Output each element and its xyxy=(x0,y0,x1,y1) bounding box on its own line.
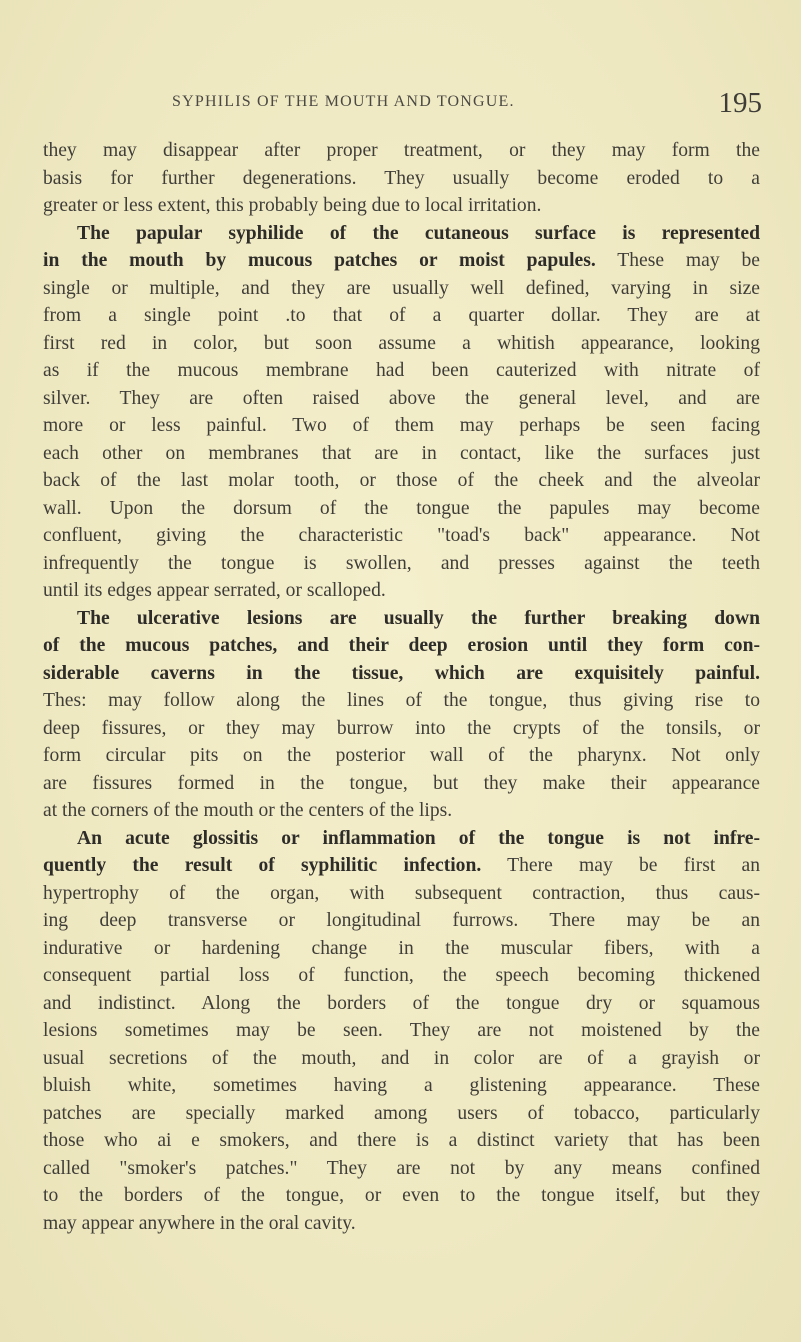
line-text: greater or less extent, this probably being due to local irritation. xyxy=(43,195,542,216)
text-line xyxy=(43,632,760,660)
line-text: single or multiple, and they are usually well defined, varying in size xyxy=(43,277,760,299)
text-line xyxy=(43,770,760,798)
text-line xyxy=(43,275,760,303)
line-text: more or less painful. Two of them may perhaps be seen facing xyxy=(43,415,760,436)
line-text: confluent, giving the characteristic "toad's back" appearance. Not xyxy=(43,525,760,546)
text-line xyxy=(43,1100,760,1128)
line-text: indurative or hardening change in the muscular fibers, with a xyxy=(43,937,760,959)
line-text: at the corners of the mouth or the centers of the lips. xyxy=(43,800,453,821)
text-line xyxy=(43,412,760,440)
text-line xyxy=(43,550,760,578)
text-line xyxy=(43,440,760,468)
text-line xyxy=(43,1127,760,1155)
line-text: from a single point .to that of a quarter dollar. They are at xyxy=(43,305,760,326)
line-text: consequent partial loss of function, the speech becoming thickened xyxy=(43,965,760,986)
line-text: until its edges appear serrated, or scalloped. xyxy=(43,580,386,601)
text-line xyxy=(43,330,760,358)
bold-lead-text: The ulcerative lesions are usually the further breaking down xyxy=(77,607,760,629)
text-line xyxy=(43,1045,760,1073)
text-line xyxy=(43,467,760,495)
text-line xyxy=(43,1017,760,1045)
text-line xyxy=(43,165,760,193)
line-text: are fissures formed in the tongue, but they make their appearance xyxy=(43,772,760,794)
line-text: wall. Upon the dorsum of the tongue the papules may become xyxy=(43,497,760,519)
text-line xyxy=(43,302,760,330)
running-head-title: SYPHILIS OF THE MOUTH AND TONGUE. xyxy=(172,93,515,110)
line-text: usual secretions of the mouth, and in color are of a grayish or xyxy=(43,1047,760,1069)
line-text: lesions sometimes may be seen. They are not moistened by the xyxy=(43,1020,760,1041)
text-line xyxy=(43,1182,760,1210)
bold-lead-text: of the mucous patches, and their deep erosion until they form con- xyxy=(43,635,760,656)
text-line xyxy=(43,825,760,853)
text-line xyxy=(43,1210,760,1238)
line-text: may appear anywhere in the oral cavity. xyxy=(43,1212,356,1234)
text-line xyxy=(43,495,760,523)
running-head xyxy=(42,87,762,133)
line-text: as if the mucous membrane had been cauterized with nitrate of xyxy=(43,360,760,381)
body-text xyxy=(43,137,760,1237)
text-line xyxy=(43,907,760,935)
text-line xyxy=(43,137,760,165)
line-text: basis for further degenerations. They usually become eroded to a xyxy=(43,167,760,189)
bold-lead-text: The papular syphilide of the cutaneous surface is represented xyxy=(77,222,760,244)
line-text: These may be xyxy=(595,250,760,271)
text-line xyxy=(43,852,760,880)
text-line xyxy=(43,247,760,275)
bold-lead-text: in the mouth by mucous patches or moist papules. xyxy=(43,250,596,271)
text-line xyxy=(43,715,760,743)
line-text: each other on membranes that are in contact, like the surfaces just xyxy=(43,442,760,464)
text-line xyxy=(43,577,760,605)
line-text: Thes: may follow along the lines of the tongue, thus giving rise to xyxy=(43,690,760,711)
text-line xyxy=(43,962,760,990)
page-number: 195 xyxy=(718,87,762,119)
bold-lead-text: An acute glossitis or inflammation of the tongue is not infre- xyxy=(77,827,760,849)
text-line xyxy=(43,797,760,825)
bold-lead-text: quently the result of syphilitic infection. xyxy=(43,855,482,876)
text-line xyxy=(43,1155,760,1183)
line-text: bluish white, sometimes having a glistening appearance. These xyxy=(43,1075,760,1096)
line-text: they may disappear after proper treatment, or they may form the xyxy=(43,140,760,161)
line-text: first red in color, but soon assume a whitish appearance, looking xyxy=(43,332,760,354)
text-line xyxy=(43,742,760,770)
line-text: to the borders of the tongue, or even to the tongue itself, but they xyxy=(43,1185,760,1206)
text-line xyxy=(43,990,760,1018)
line-text: ing deep transverse or longitudinal furrows. There may be an xyxy=(43,910,760,931)
line-text: silver. They are often raised above the general level, and are xyxy=(43,387,760,409)
line-text: called "smoker's patches." They are not by any means confined xyxy=(43,1157,760,1179)
text-line xyxy=(43,660,760,688)
line-text: There may be first an xyxy=(481,855,761,876)
line-text: form circular pits on the posterior wall of the pharynx. Not only xyxy=(43,745,760,766)
text-line xyxy=(43,522,760,550)
line-text: infrequently the tongue is swollen, and presses against the teeth xyxy=(43,552,760,574)
line-text: deep fissures, or they may burrow into the crypts of the tonsils, or xyxy=(43,717,760,739)
text-line xyxy=(43,1072,760,1100)
bold-lead-text: siderable caverns in the tissue, which are exquisitely painful. xyxy=(43,662,760,684)
text-line xyxy=(43,880,760,908)
text-line xyxy=(43,605,760,633)
text-line xyxy=(43,220,760,248)
line-text: patches are specially marked among users of tobacco, particularly xyxy=(43,1102,760,1124)
text-line xyxy=(43,357,760,385)
text-line xyxy=(43,687,760,715)
line-text: those who ai e smokers, and there is a distinct variety that has been xyxy=(43,1130,760,1151)
line-text: hypertrophy of the organ, with subsequent contraction, thus caus- xyxy=(43,882,760,904)
line-text: back of the last molar tooth, or those of the cheek and the alveolar xyxy=(43,470,760,491)
text-line xyxy=(43,385,760,413)
text-line xyxy=(43,192,760,220)
line-text: and indistinct. Along the borders of the tongue dry or squamous xyxy=(43,992,760,1014)
text-line xyxy=(43,935,760,963)
